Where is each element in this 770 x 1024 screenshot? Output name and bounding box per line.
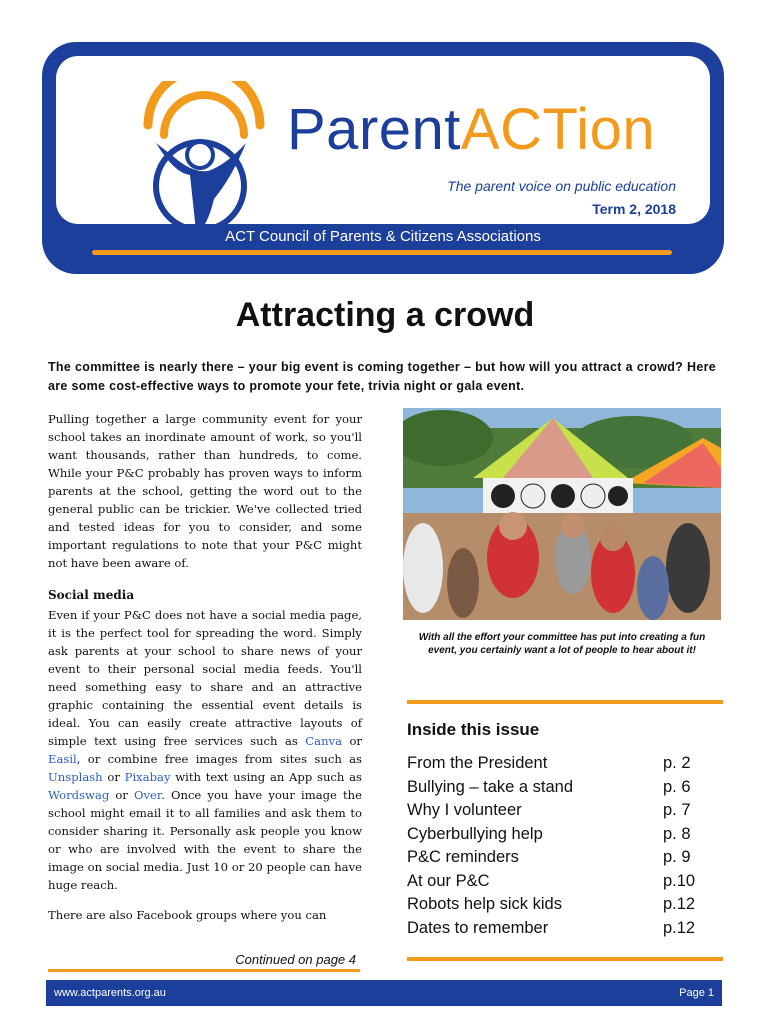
brand-title: ParentACTion: [287, 97, 656, 162]
article-body: [48, 410, 362, 924]
toc-page: p.10: [663, 871, 696, 890]
footer-url[interactable]: www.actparents.org.au: [54, 987, 166, 999]
toc-page: p. 8: [663, 824, 691, 843]
link-unsplash[interactable]: Unsplash: [48, 770, 103, 784]
intro-paragraph: Pulling together a large community event for your school takes an inordinate amount of work, so you'll want thousands, rather than hundreds, to come. While your P&C probably has proven ways to inform parents at the school, getting the word out to the general public can be trickier. We've collected tried and tested ideas for you to consider, and some important regulations to note that your P&C might not have been aware of.: [48, 412, 362, 570]
article-headline: Attracting a crowd: [235, 296, 535, 334]
toc-item[interactable]: [407, 846, 699, 870]
link-canva[interactable]: Canva: [305, 734, 342, 748]
toc-label: Dates to remember: [407, 918, 549, 937]
toc-label: Why I volunteer: [407, 801, 522, 819]
social-media-paragraph: Even if your P&C does not have a social media page, it is the perfect tool for spreading the word. Simply ask parents at your school to share news of your event to their personal social media feeds. You'll need something easy to share and an attractive graphic containing the essential event details is ideal. You can easily create attractive layouts of simple text using free services such as Canva or Easil, or combine free images from sites such as Unsplash or Pixabay with text using an App such as Wordswag or Over. Once you have your image the school might email it to all families and ask them to consider sharing it. Personally ask people you know or who are involved with the event to share the image on social media. Just 10 or 20 people can have huge reach.: [48, 608, 362, 892]
continued-note: Continued on page 4: [235, 952, 356, 967]
link-pixabay[interactable]: Pixabay: [124, 770, 171, 784]
footer-page-number: Page 1: [679, 987, 714, 999]
toc-item[interactable]: [407, 893, 699, 917]
toc-item[interactable]: [407, 823, 699, 847]
facebook-paragraph: There are also Facebook groups where you can: [48, 908, 327, 922]
inside-bottom-rule: [407, 957, 723, 961]
photo-caption: With all the effort your committee has put into creating a fun event, you certainly want a lot of people to hear about it!: [418, 632, 706, 656]
link-over[interactable]: Over: [134, 788, 162, 802]
masthead: [42, 42, 724, 274]
toc-page: p. 2: [663, 754, 691, 772]
inside-top-rule: [407, 700, 723, 704]
toc-label: From the President: [407, 754, 548, 772]
toc-label: Bullying – take a stand: [407, 777, 574, 796]
toc-page: p. 6: [663, 777, 691, 796]
toc-item[interactable]: [407, 752, 699, 776]
section-heading: Social media: [48, 588, 135, 602]
masthead-panel: [56, 56, 710, 224]
toc-item[interactable]: [407, 917, 699, 941]
parentaction-logo-icon: [134, 81, 274, 239]
article-standfirst: The committee is nearly there – your big event is coming together – but how will you attract a crowd? Here are some cost-effective ways to promote your fete, trivia night or gala event.: [48, 360, 716, 393]
toc-item[interactable]: [407, 799, 699, 823]
inside-list: [407, 752, 699, 940]
tagline: The parent voice on public education: [447, 178, 676, 194]
toc-page: p.12: [663, 895, 696, 913]
toc-item[interactable]: [407, 776, 699, 800]
toc-label: P&C reminders: [407, 848, 519, 866]
council-name: ACT Council of Parents & Citizens Associations: [225, 228, 541, 245]
link-easil[interactable]: Easil: [48, 752, 77, 766]
toc-label: Robots help sick kids: [407, 895, 562, 913]
toc-label: Cyberbullying help: [407, 824, 543, 843]
masthead-divider: [92, 250, 672, 255]
fete-photo-image: [403, 408, 721, 620]
toc-label: At our P&C: [407, 871, 490, 890]
issue-term: Term 2, 2018: [592, 201, 676, 217]
toc-page: p.12: [663, 918, 696, 937]
page-footer: [46, 980, 722, 1006]
toc-item[interactable]: [407, 870, 699, 894]
toc-page: p. 9: [663, 848, 691, 866]
toc-page: p. 7: [663, 801, 691, 819]
inside-title: Inside this issue: [407, 720, 540, 739]
left-rule: [48, 969, 360, 972]
fete-photo: [403, 408, 721, 620]
link-wordswag[interactable]: Wordswag: [48, 788, 110, 802]
